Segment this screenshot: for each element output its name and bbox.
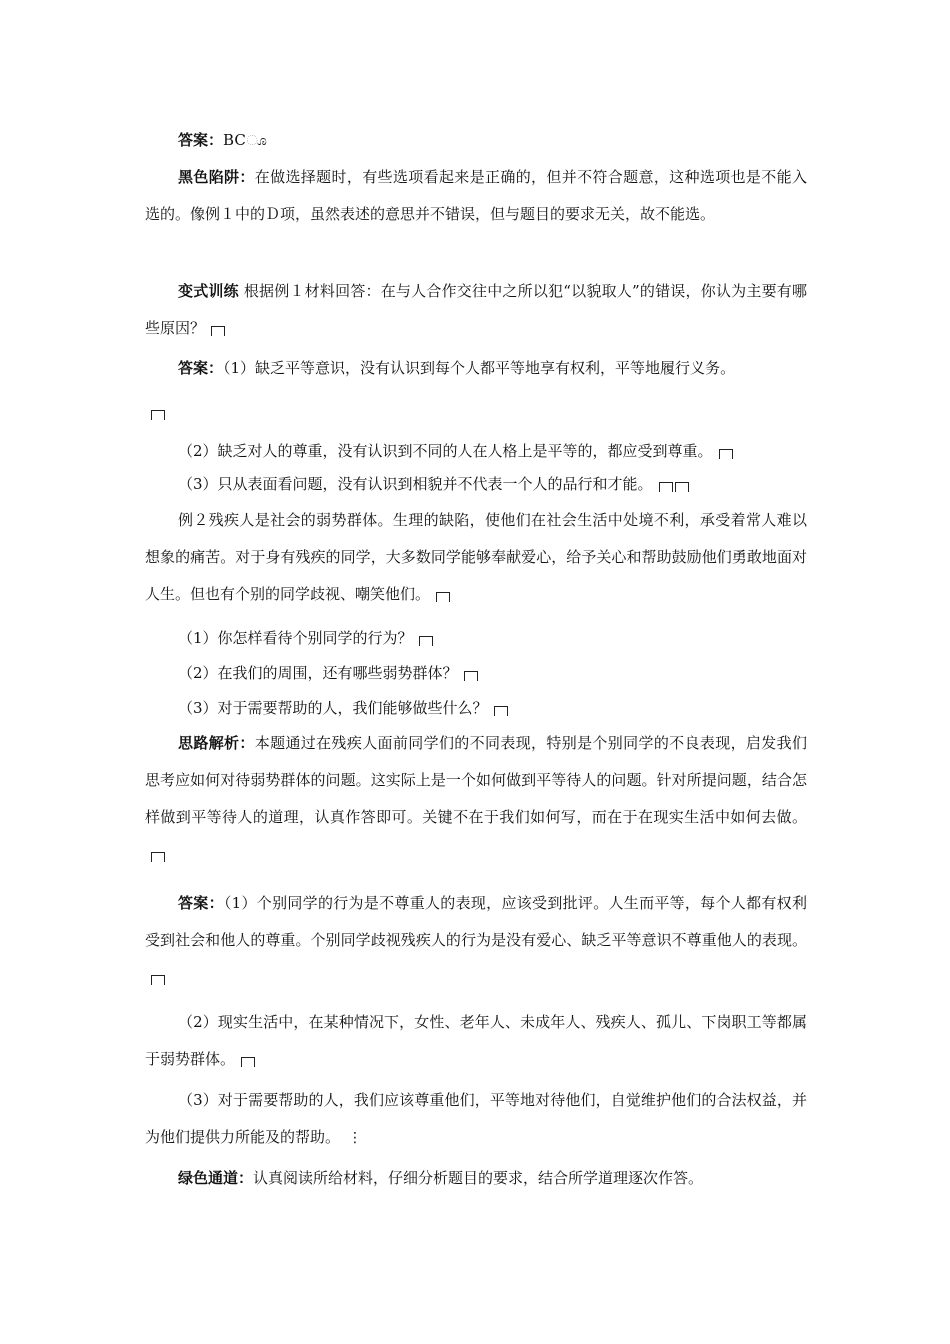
squiggle-mark-icon: ೂ xyxy=(246,133,267,149)
bracket-mark-icon xyxy=(241,1057,255,1066)
bracket-mark-icon xyxy=(419,636,433,645)
bracket-mark-icon xyxy=(151,852,165,861)
example-2-paragraph xyxy=(145,502,807,613)
variant-training-paragraph xyxy=(145,273,807,347)
question-3-paragraph xyxy=(145,690,807,727)
bracket-mark-icon xyxy=(151,410,165,419)
answer-3-item-1-text: （1）个别同学的行为是不尊重人的表现，应该受到批评。人生而平等，每个人都有权利受到社会和他人的尊重。个别同学歧视残疾人的行为是没有爱心、缺乏平等意识不尊重他人的表现。 xyxy=(145,894,807,949)
variant-training-label: 变式训练 xyxy=(178,282,239,300)
answer-item-2-text: （2）缺乏对人的尊重，没有认识到不同的人在人格上是平等的，都应受到尊重。 xyxy=(178,442,713,460)
bracket-mark-icon xyxy=(494,706,508,715)
analysis-paragraph xyxy=(145,725,807,873)
variant-training-text: 根据例１材料回答：在与人合作交往中之所以犯“以貌取人”的错误，你认为主要有哪些原因？ xyxy=(145,282,807,337)
bracket-mark-icon xyxy=(464,671,478,680)
answer-item-1-text: （1）缺乏平等意识，没有认识到每个人都平等地享有权利，平等地履行义务。 xyxy=(223,359,736,377)
black-trap-paragraph xyxy=(145,159,807,233)
answer-text: BC xyxy=(223,131,246,149)
answer-3-paragraph xyxy=(145,885,807,996)
answer-label: 答案： xyxy=(178,894,224,912)
answer-2-paragraph xyxy=(145,350,807,387)
analysis-text: 本题通过在残疾人面前同学们的不同表现，特别是个别同学的不良表现，启发我们思考应如何对待弱势群体的问题。这实际上是一个如何做到平等待人的问题。针对所提问题，结合怎样做到平等待人的道理，认真作答即可。关键不在于我们如何写，而在于在现实生活中如何去做。 xyxy=(145,734,807,826)
answer-item-3-paragraph xyxy=(145,466,807,503)
answer-item-2-paragraph xyxy=(145,433,807,470)
bracket-mark-icon xyxy=(151,975,165,984)
answer-3-item-3-text: （3）对于需要帮助的人，我们应该尊重他们，平等地对待他们，自觉维护他们的合法权益，并为他们提供力所能及的帮助。 xyxy=(145,1091,807,1146)
answer-item-3-text: （3）只从表面看问题，没有认识到相貌并不代表一个人的品行和才能。 xyxy=(178,475,653,493)
question-1-paragraph xyxy=(145,620,807,657)
green-channel-paragraph xyxy=(145,1160,807,1197)
vertical-dots-icon: ⋮ xyxy=(348,1130,363,1146)
black-trap-label: 黑色陷阱： xyxy=(178,168,255,186)
answer-3-item-3-paragraph xyxy=(145,1082,807,1157)
answer-1-paragraph xyxy=(145,122,807,160)
bracket-mark-icon xyxy=(436,592,450,601)
bracket-mark-icon xyxy=(211,326,225,335)
answer-label: 答案： xyxy=(178,131,224,149)
answer-3-item-2-paragraph xyxy=(145,1004,807,1078)
question-1-text: （1）你怎样看待个别同学的行为？ xyxy=(178,629,413,647)
question-2-paragraph xyxy=(145,655,807,692)
black-trap-text: 在做选择题时，有些选项看起来是正确的，但并不符合题意，这种选项也是不能入选的。像例１中的Ｄ项，虽然表述的意思并不错误，但与题目的要求无关，故不能选。 xyxy=(145,168,807,223)
bracket-mark-icon xyxy=(719,449,733,458)
bracket-mark-icon xyxy=(675,482,689,491)
example-2-text: 例２残疾人是社会的弱势群体。生理的缺陷，使他们在社会生活中处境不利，承受着常人难以想象的痛苦。对于身有残疾的同学，大多数同学能够奉献爱心，给予关心和帮助鼓励他们勇敢地面对人生。但也有个别的同学歧视、嘲笑他们。 xyxy=(145,511,807,603)
question-2-text: （2）在我们的周围，还有哪些弱势群体？ xyxy=(178,664,458,682)
bracket-mark-icon xyxy=(659,482,673,491)
green-channel-label: 绿色通道： xyxy=(178,1169,254,1187)
green-channel-text: 认真阅读所给材料，仔细分析题目的要求，结合所学道理逐次作答。 xyxy=(253,1169,704,1187)
question-3-text: （3）对于需要帮助的人，我们能够做些什么？ xyxy=(178,699,488,717)
answer-3-item-2-text: （2）现实生活中，在某种情况下，女性、老年人、未成年人、残疾人、孤儿、下岗职工等都属于弱势群体。 xyxy=(145,1013,807,1068)
answer-label: 答案： xyxy=(178,359,224,377)
analysis-label: 思路解析： xyxy=(178,734,255,752)
